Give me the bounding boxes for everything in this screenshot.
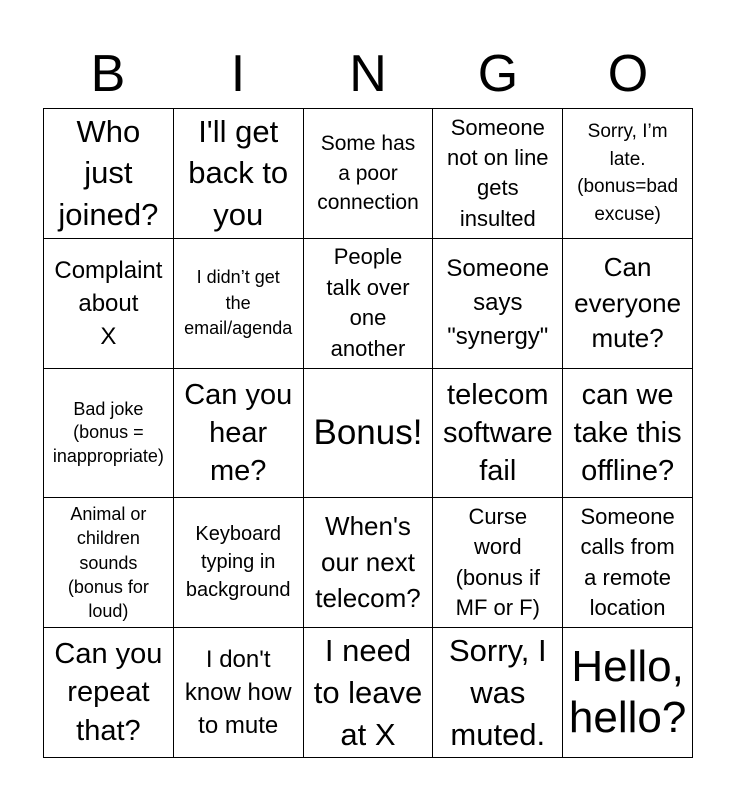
bingo-cell-text: Can you hear me? [184, 378, 293, 488]
bingo-cell-text: Complaint about X [54, 256, 163, 350]
bingo-cell-text: can we take this offline? [573, 378, 682, 488]
bingo-cell[interactable] [433, 369, 563, 499]
bingo-cell-text: Some has a poor connection [317, 132, 419, 215]
bingo-cell-text: When's our next telecom? [315, 510, 421, 613]
bingo-cell[interactable] [304, 628, 434, 758]
bingo-cell[interactable] [174, 369, 304, 499]
bingo-cell-text: Can you repeat that? [54, 637, 163, 747]
bingo-cell[interactable] [44, 239, 174, 369]
bingo-cell-text: Sorry, I was muted. [448, 632, 547, 752]
bingo-cell[interactable] [44, 628, 174, 758]
bingo-cell[interactable] [304, 498, 434, 628]
bingo-cell[interactable] [174, 239, 304, 369]
header-letter-o: O [607, 45, 649, 103]
bingo-cell-text: People talk over one another [326, 244, 410, 361]
bingo-cell-text: I'll get back to you [188, 113, 289, 233]
bingo-cell[interactable] [433, 628, 563, 758]
bingo-board [43, 108, 693, 758]
bingo-cell-text: Sorry, I’m late. (bonus=bad excuse) [577, 121, 679, 225]
bingo-cell-text: Can everyone mute? [574, 252, 682, 353]
bingo-cell[interactable] [433, 109, 563, 239]
bingo-cell-text: Animal or children sounds (bonus for loud) [67, 504, 149, 622]
bingo-cell[interactable] [174, 109, 304, 239]
bingo-cell-text: Bad joke (bonus = inappropriate) [52, 398, 164, 466]
bingo-cell[interactable] [563, 628, 693, 758]
bingo-cell-text: Bonus! [313, 412, 423, 452]
bingo-cell-text: Someone not on line gets insulted [447, 114, 549, 231]
bingo-cell-text: Hello, hello? [568, 642, 687, 742]
bingo-cell[interactable] [304, 239, 434, 369]
bingo-cell-text: I don't know how to mute [184, 645, 292, 740]
bingo-cell[interactable] [304, 369, 434, 499]
bingo-cell-text: telecom software fail [442, 378, 553, 488]
bingo-cell[interactable] [563, 369, 693, 499]
bingo-cell[interactable] [44, 109, 174, 239]
header-letter-i: I [230, 45, 246, 103]
bingo-cell-text: I didn’t get the email/agenda [184, 267, 293, 338]
bingo-cell-text: Who just joined? [58, 113, 159, 233]
bingo-cell[interactable] [433, 498, 563, 628]
bingo-cell-text: Keyboard typing in background [185, 523, 291, 601]
bingo-cell[interactable] [44, 498, 174, 628]
bingo-cell[interactable] [44, 369, 174, 499]
bingo-cell[interactable] [433, 239, 563, 369]
bingo-cell-text: I need to leave at X [313, 632, 423, 752]
bingo-cell[interactable] [563, 109, 693, 239]
header-letter-g: G [477, 45, 519, 103]
bingo-cell[interactable] [174, 498, 304, 628]
bingo-cell-text: Someone calls from a remote location [580, 504, 675, 621]
bingo-cell-text: Someone says "synergy" [446, 255, 550, 351]
bingo-cell[interactable] [174, 628, 304, 758]
bingo-header [43, 40, 693, 108]
bingo-cell-text: Curse word (bonus if MF or F) [455, 504, 540, 621]
bingo-cell[interactable] [304, 109, 434, 239]
bingo-cell[interactable] [563, 498, 693, 628]
header-letter-b: B [90, 45, 126, 103]
header-letter-n: N [349, 45, 387, 103]
bingo-cell[interactable] [563, 239, 693, 369]
